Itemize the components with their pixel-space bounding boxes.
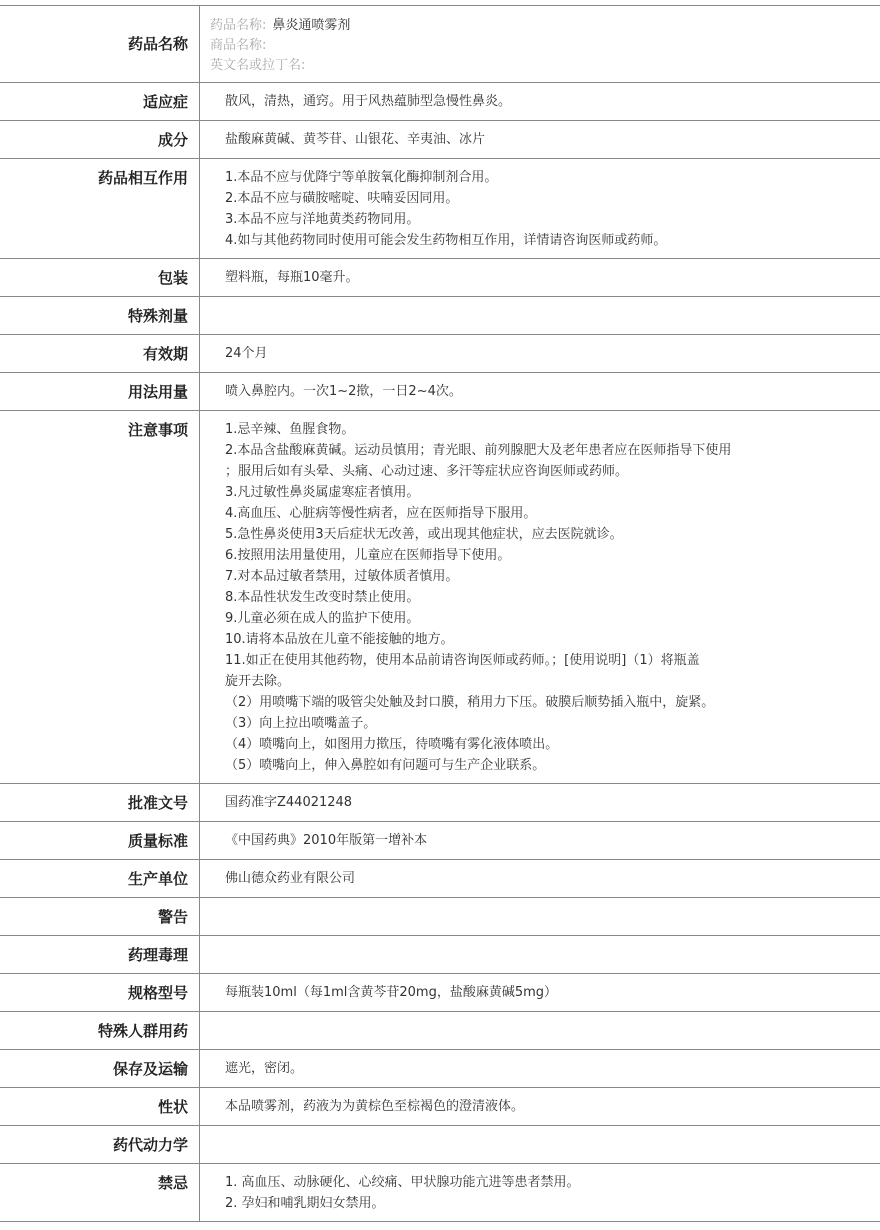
table-row [0,860,880,898]
value-line: 10.请将本品放在儿童不能接触的地方。 [225,632,454,647]
value-line: 4.高血压、心脏病等慢性病者，应在医师指导下服用。 [225,506,537,521]
generic-name-value: 鼻炎通喷雾剂 [272,18,351,33]
generic-name-key: 药品名称: [210,18,267,33]
table-row [0,83,880,121]
value-line: 1.本品不应与优降宁等单胺氧化酶抑制剂合用。 [225,170,498,185]
table-row [0,1164,880,1222]
table-row [0,1050,880,1088]
value-line: （3）向上拉出喷嘴盖子。 [225,716,377,731]
row-label: 质量标准 [0,822,200,859]
row-value [200,335,880,372]
trade-name-line [210,36,880,56]
row-value [200,1126,880,1163]
table-row [0,159,880,259]
value-line: 24个月 [225,346,268,361]
value-line: 3.凡过敏性鼻炎属虚寒症者慎用。 [225,485,420,500]
value-line: 11.如正在使用其他药物，使用本品前请咨询医师或药师。；[使用说明]（1）将瓶盖 [225,653,700,668]
generic-name-line [210,16,880,36]
row-value [200,784,880,821]
row-value [200,1164,880,1221]
value-line: （2）用喷嘴下端的吸管尖处触及封口膜，稍用力下压。破膜后顺势插入瓶中，旋紧。 [225,695,715,710]
row-label: 药品相互作用 [0,159,200,258]
row-value [200,898,880,935]
row-value [200,1012,880,1049]
value-line: 国药准字Z44021248 [225,795,353,810]
value-line: 4.如与其他药物同时使用可能会发生药物相互作用，详情请咨询医师或药师。 [225,233,667,248]
row-value [200,1050,880,1087]
value-line: 喷入鼻腔内。一次1~2揿，一日2~4次。 [225,384,462,399]
row-label: 特殊剂量 [0,297,200,334]
table-row [0,373,880,411]
row-label: 有效期 [0,335,200,372]
table-row [0,822,880,860]
table-row [0,936,880,974]
value-line: 1. 高血压、动脉硬化、心绞痛、甲状腺功能亢进等患者禁用。 [225,1175,580,1190]
row-value [200,83,880,120]
row-label: 禁忌 [0,1164,200,1221]
value-line: 佛山德众药业有限公司 [225,871,356,886]
table-row [0,784,880,822]
value-line: 7.对本品过敏者禁用，过敏体质者慎用。 [225,569,459,584]
table-row [0,898,880,936]
row-label: 药代动力学 [0,1126,200,1163]
value-line: 盐酸麻黄碱、黄芩苷、山银花、辛夷油、冰片 [225,132,486,147]
row-value [200,822,880,859]
row-value [200,259,880,296]
value-line: （4）喷嘴向上，如图用力揿压，待喷嘴有雾化液体喷出。 [225,737,559,752]
drug-names-block [200,6,880,82]
row-value [200,297,880,334]
value-line: 9.儿童必须在成人的监护下使用。 [225,611,420,626]
table-row [0,1012,880,1050]
empty-value [225,305,880,322]
row-value [200,411,880,783]
value-line: 3.本品不应与洋地黄类药物同用。 [225,212,420,227]
row-label: 批准文号 [0,784,200,821]
row-label: 注意事项 [0,411,200,783]
value-line: 2.本品不应与磺胺嘧啶、呋喃妥因同用。 [225,191,459,206]
value-line: 2. 孕妇和哺乳期妇女禁用。 [225,1196,385,1211]
empty-value [225,1020,880,1037]
row-label: 特殊人群用药 [0,1012,200,1049]
table-row [0,974,880,1012]
row-label: 成分 [0,121,200,158]
value-line: 旋开去除。 [225,674,291,689]
empty-value [225,906,880,923]
table-row [0,1088,880,1126]
row-label: 性状 [0,1088,200,1125]
row-label: 药理毒理 [0,936,200,973]
row-label: 适应症 [0,83,200,120]
value-line: 本品喷雾剂，药液为为黄棕色至棕褐色的澄清液体。 [225,1099,525,1114]
value-line: 5.急性鼻炎使用3天后症状无改善，或出现其他症状，应去医院就诊。 [225,527,623,542]
value-line: 遮光，密闭。 [225,1061,304,1076]
latin-name-line [210,56,880,76]
row-label: 包装 [0,259,200,296]
value-line: 散风，清热，通窍。用于风热蕴肺型急慢性鼻炎。 [225,94,512,109]
row-label: 规格型号 [0,974,200,1011]
row-value [200,860,880,897]
value-line: （5）喷嘴向上，伸入鼻腔如有问题可与生产企业联系。 [225,758,546,773]
row-value [200,936,880,973]
value-line: 《中国药典》2010年版第一增补本 [225,833,428,848]
row-value [200,974,880,1011]
trade-name-key: 商品名称: [210,38,267,53]
row-value [200,159,880,258]
table-row [0,1126,880,1164]
empty-value [225,944,880,961]
table-row [0,411,880,784]
value-line: 1.忌辛辣、鱼腥食物。 [225,422,355,437]
table-row [0,335,880,373]
row-value [200,1088,880,1125]
value-line: 6.按照用法用量使用，儿童应在医师指导下使用。 [225,548,511,563]
row-drug-name [0,6,880,83]
row-label: 警告 [0,898,200,935]
value-line: 2.本品含盐酸麻黄碱。运动员慎用；青光眼、前列腺肥大及老年患者应在医师指导下使用 [225,443,732,458]
row-label: 药品名称 [0,6,200,82]
table-row [0,259,880,297]
row-label: 保存及运输 [0,1050,200,1087]
value-line: 塑料瓶，每瓶10毫升。 [225,270,359,285]
row-label: 用法用量 [0,373,200,410]
value-line: 8.本品性状发生改变时禁止使用。 [225,590,420,605]
value-line: ；服用后如有头晕、头痛、心动过速、多汗等症状应咨询医师或药师。 [225,464,629,479]
row-value [200,121,880,158]
drug-info-table [0,5,880,1222]
table-row [0,121,880,159]
value-line: 每瓶装10ml（每1ml含黄芩苷20mg，盐酸麻黄碱5mg） [225,985,558,1000]
table-row [0,297,880,335]
latin-name-key: 英文名或拉丁名: [210,58,306,73]
row-value [200,373,880,410]
row-label: 生产单位 [0,860,200,897]
info-rows [0,83,880,1222]
empty-value [225,1134,880,1151]
